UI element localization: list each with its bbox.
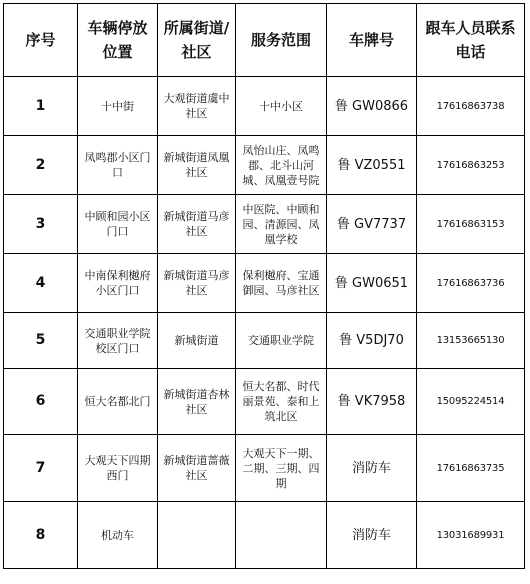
- row-street: 新城街道马彦社区: [158, 195, 236, 254]
- table-row: [4, 195, 525, 254]
- header-location: 车辆停放位置: [78, 4, 158, 77]
- header-plate: 车牌号: [327, 4, 417, 77]
- row-no: 1: [4, 77, 78, 136]
- row-location: 中顾和园小区门口: [78, 195, 158, 254]
- row-street: 大观街道虞中社区: [158, 77, 236, 136]
- row-location: 交通职业学院校区门口: [78, 313, 158, 369]
- row-phone: 17616863738: [417, 77, 525, 136]
- row-location: 机动车: [78, 502, 158, 569]
- row-phone: 17616863253: [417, 136, 525, 195]
- row-location: 恒大名都北门: [78, 369, 158, 435]
- row-phone: 15095224514: [417, 369, 525, 435]
- row-phone: 13031689931: [417, 502, 525, 569]
- row-plate: 鲁 GW0866: [327, 77, 417, 136]
- row-scope: 十中小区: [236, 77, 327, 136]
- row-street: [158, 502, 236, 569]
- row-scope: 保利樾府、宝通御园、马彦社区: [236, 254, 327, 313]
- row-plate: 鲁 V5DJ70: [327, 313, 417, 369]
- row-plate: 鲁 GV7737: [327, 195, 417, 254]
- header-street: 所属街道/社区: [158, 4, 236, 77]
- header-no: 序号: [4, 4, 78, 77]
- row-phone: 17616863735: [417, 435, 525, 502]
- header-phone: 跟车人员联系电话: [417, 4, 525, 77]
- row-plate: 消防车: [327, 435, 417, 502]
- row-no: 6: [4, 369, 78, 435]
- header-row: [4, 4, 525, 77]
- row-no: 8: [4, 502, 78, 569]
- row-scope: 交通职业学院: [236, 313, 327, 369]
- row-plate: 鲁 GW0651: [327, 254, 417, 313]
- row-street: 新城街道杏林社区: [158, 369, 236, 435]
- table-row: [4, 313, 525, 369]
- table-row: [4, 502, 525, 569]
- row-phone: 13153665130: [417, 313, 525, 369]
- row-street: 新城街道: [158, 313, 236, 369]
- row-location: 十中街: [78, 77, 158, 136]
- row-scope: 中医院、中顾和园、清源园、凤凰学校: [236, 195, 327, 254]
- row-plate: 消防车: [327, 502, 417, 569]
- row-street: 新城街道凤凰社区: [158, 136, 236, 195]
- row-location: 中南保利樾府小区门口: [78, 254, 158, 313]
- row-scope: [236, 502, 327, 569]
- row-location: 大观天下四期西门: [78, 435, 158, 502]
- table-row: [4, 369, 525, 435]
- table-row: [4, 435, 525, 502]
- row-phone: 17616863736: [417, 254, 525, 313]
- row-no: 3: [4, 195, 78, 254]
- table-row: [4, 136, 525, 195]
- header-scope: 服务范围: [236, 4, 327, 77]
- row-plate: 鲁 VK7958: [327, 369, 417, 435]
- row-scope: 大观天下一期、二期、三期、四期: [236, 435, 327, 502]
- vehicle-table: [3, 3, 525, 569]
- row-street: 新城街道马彦社区: [158, 254, 236, 313]
- row-scope: 恒大名都、时代丽景苑、泰和上筑北区: [236, 369, 327, 435]
- row-phone: 17616863153: [417, 195, 525, 254]
- row-no: 4: [4, 254, 78, 313]
- row-no: 2: [4, 136, 78, 195]
- row-location: 凤鸣郡小区门口: [78, 136, 158, 195]
- row-no: 5: [4, 313, 78, 369]
- row-scope: 凤怡山庄、凤鸣郡、北斗山河城、凤凰壹号院: [236, 136, 327, 195]
- row-no: 7: [4, 435, 78, 502]
- row-street: 新城街道蔷薇社区: [158, 435, 236, 502]
- row-plate: 鲁 VZ0551: [327, 136, 417, 195]
- table-row: [4, 254, 525, 313]
- table-row: [4, 77, 525, 136]
